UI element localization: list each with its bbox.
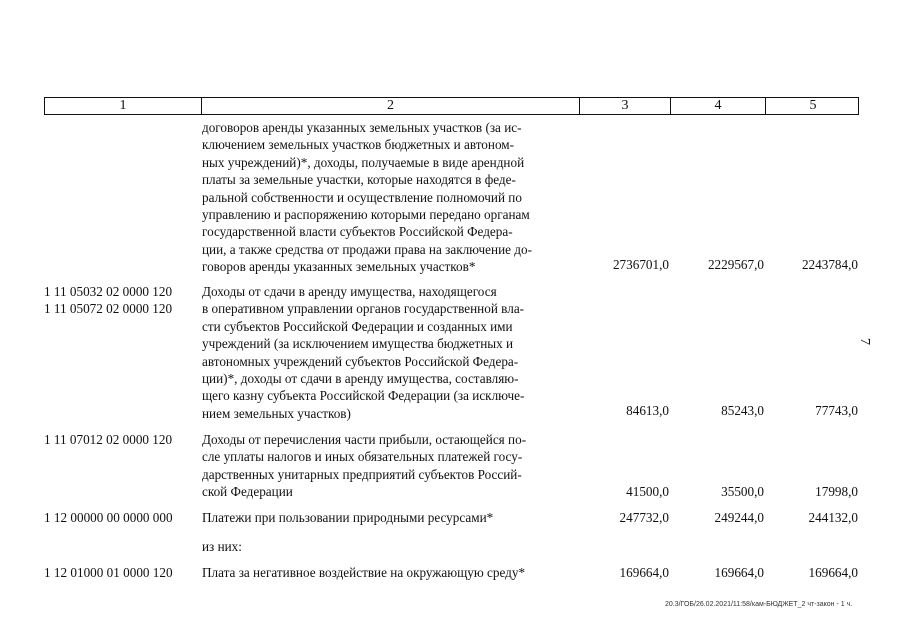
row-description: из них: bbox=[202, 539, 242, 554]
header-col-1: 1 bbox=[119, 98, 127, 113]
header-col-2: 2 bbox=[201, 98, 579, 114]
page-number: 7 bbox=[857, 338, 872, 345]
row-value-col5: 244132,0 bbox=[808, 510, 858, 525]
row-code: 1 12 01000 01 0000 120 bbox=[44, 565, 173, 580]
header-col-4: 4 bbox=[670, 98, 765, 114]
row-code: 1 11 07012 02 0000 120 bbox=[44, 432, 173, 447]
header-col-5: 5 bbox=[765, 98, 860, 114]
header-col-3: 3 bbox=[579, 98, 670, 114]
row-value-col4: 2229567,0 bbox=[707, 257, 764, 272]
row-value-col3: 169664,0 bbox=[619, 565, 669, 580]
row-description: Доходы от перечисления части прибыли, остающейся по- сле уплаты налогов и иных обязательных платежей госу- дарственных унитарных предприятий субъектов Россий- ской Федерации bbox=[202, 432, 527, 500]
row-description: Доходы от сдачи в аренду имущества, находящегося в оперативном управлении органов государственной вла- сти субъектов Российской Федерации и созданных ими учреждений (за исключением имущества бюджетных и автономных учреждений субъектов Российской Федера- ции)*, доходы от сдачи в аренду имущества, составляю- щего казну субъекта Российской Федерации (за исключе- нием земельных участков) bbox=[202, 284, 525, 421]
row-value-col5: 2243784,0 bbox=[801, 257, 858, 272]
row-value-col3: 41500,0 bbox=[626, 484, 669, 499]
row-value-col5: 169664,0 bbox=[808, 565, 858, 580]
row-value-col4: 249244,0 bbox=[714, 510, 764, 525]
row-code: 1 11 05032 02 0000 120 1 11 05072 02 0000 120 bbox=[44, 284, 173, 317]
row-code: 1 12 00000 00 0000 000 bbox=[44, 510, 173, 525]
row-value-col4: 35500,0 bbox=[721, 484, 764, 499]
row-value-col5: 77743,0 bbox=[815, 403, 858, 418]
row-value-col5: 17998,0 bbox=[815, 484, 858, 499]
row-value-col4: 169664,0 bbox=[714, 565, 764, 580]
row-value-col3: 247732,0 bbox=[619, 510, 669, 525]
table-header bbox=[44, 97, 859, 115]
row-description: Плата за негативное воздействие на окружающую среду* bbox=[202, 565, 526, 580]
document-footer: 20.3/ГОБ/26.02.2021/11:58/кам-БЮДЖЕТ_2 чт-закон - 1 ч. bbox=[665, 601, 853, 608]
row-value-col3: 84613,0 bbox=[626, 403, 669, 418]
row-value-col3: 2736701,0 bbox=[612, 257, 669, 272]
row-description: договоров аренды указанных земельных участков (за ис- ключением земельных участков бюджетных и автоном- ных учреждений)*, доходы, получаемые в виде арендной платы за земельные участки, которые находятся в феде- ральной собственности и осуществление полномочий по управлению и распоряжению которыми передано органам государственной власти субъектов Российской Федера- ции, а также средства от продажи права на заключение до- говоров аренды указанных земельных участков* bbox=[202, 120, 532, 275]
row-value-col4: 85243,0 bbox=[721, 403, 764, 418]
row-description: Платежи при пользовании природными ресурсами* bbox=[202, 510, 494, 525]
